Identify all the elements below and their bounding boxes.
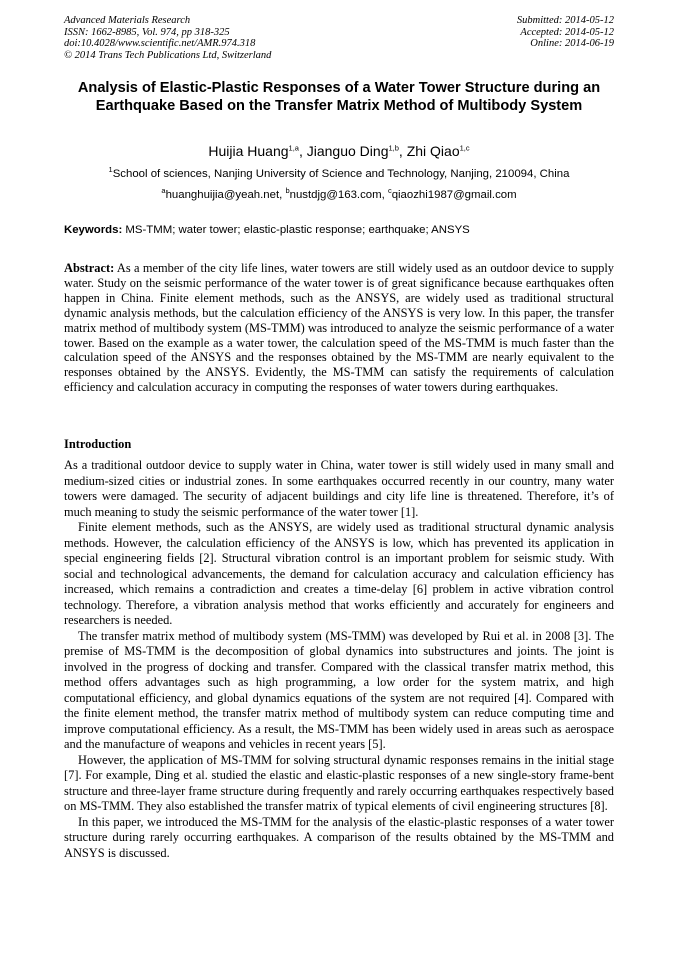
journal-header-right (517, 15, 614, 50)
author-affil-mark: 1,c (459, 143, 470, 153)
keywords-label: Keywords: (64, 224, 123, 236)
email-address[interactable]: huanghuijia@yeah.net, (165, 189, 286, 201)
paragraph: However, the application of MS-TMM for solving structural dynamic responses remains in the initial stage [7]. For example, Ding et al. studied the elastic and elastic-plastic responses of a new single-story frame-bent structure and three-layer frame structure during frequently and rarely occurring earthquakes respectively based on MS-TMM. They also established the transfer matrix of typical elements of civil engineering structures [8]. (64, 752, 614, 813)
paragraph: In this paper, we introduced the MS-TMM for the analysis of the elastic-plastic responses of a water tower structure during rarely occurring earthquakes. A comparison of the results obtained by the MS-TMM and ANSYS is discussed. (64, 814, 614, 860)
copyright-line: © 2014 Trans Tech Publications Ltd, Switzerland (64, 49, 272, 61)
author-emails (0, 188, 678, 202)
journal-name: Advanced Materials Research (64, 15, 191, 26)
email-mark: b (285, 186, 290, 196)
paragraph: As a traditional outdoor device to supply water in China, water tower is still widely used in many small and medium-sized cities or industrial zones. In some earthquakes occurred recently in our country, many water towers were damaged. The security of adjacent buildings and city life line is threatened. Therefore, it’s of much meaning to study the seismic performance of the water tower [1]. (64, 458, 614, 519)
author-separator: , (398, 143, 407, 159)
submitted-date: Submitted: 2014-05-12 (516, 15, 614, 26)
introduction-body (64, 458, 614, 861)
author-name: Zhi Qiao (406, 143, 460, 159)
doi-line[interactable]: doi:10.4028/www.scientific.net/AMR.974.318 (64, 38, 256, 50)
keywords (64, 223, 614, 237)
email-address[interactable]: qiaozhi1987@gmail.com (391, 189, 517, 201)
paragraph: The transfer matrix method of multibody system (MS-TMM) was developed by Rui et al. in 2008 [3]. The premise of MS-TMM is the decomposition of global dynamics into substructures and joints. The joint is involved in the progress of docking and transfer. Compared with the classical transfer matrix method, this method offers advantages such as high programming, a low order for the system matrix, and high computational efficiency, and global dynamics equations of the system are not required [4]. Compared with the finite element method, the transfer matrix method of multibody system can reduce computing time and improve computational efficiency. As a result, the MS-TMM has been widely used in areas such as aerospace and the manufacture of weapons and vehicles in recent years [5]. (64, 628, 614, 751)
email-mark: c (387, 186, 392, 196)
email-address[interactable]: nustdjg@163.com, (289, 189, 388, 201)
section-heading-introduction: Introduction (64, 437, 132, 451)
journal-header-left (64, 15, 271, 61)
email-mark: a (161, 186, 166, 196)
paper-title: Analysis of Elastic-Plastic Responses of a Water Tower Structure during an Earthquake Based on the Transfer Matrix Method of Multibody System (77, 80, 601, 115)
author-separator: , (298, 143, 307, 159)
abstract-label: Abstract: (64, 261, 115, 275)
accepted-date: Accepted: 2014-05-12 (520, 26, 614, 38)
author-name: Huijia Huang (208, 143, 289, 159)
author-list (0, 142, 678, 160)
online-date: Online: 2014-06-19 (530, 38, 614, 50)
keywords-text: MS-TMM; water tower; elastic-plastic response; earthquake; ANSYS (122, 224, 470, 236)
abstract-text: As a member of the city life lines, water towers are still widely used as an outdoor device to supply water. Study on the seismic performance of the water tower is of great significance because earthquakes often happen in China. Finite element methods, such as the ANSYS, are widely used as traditional structural dynamic analysis methods, but the calculation efficiency of the ANSYS is very low. In this paper, the transfer matrix method of multibody system (MS-TMM) was introduced to analyze the seismic performance of a water tower. Based on the example as a water tower, the calculation speed of the MS-TMM is much faster than the calculation speed of the ANSYS and the responses obtained by the MS-TMM are nearly equivalent to the responses obtained by the ANSYS. Evidently, the MS-TMM can satisfy the requirements of calculation efficiency and calculation accuracy in computing the responses of water towers during earthquakes. (64, 261, 614, 395)
paragraph: Finite element methods, such as the ANSYS, are widely used as traditional structural dynamic analysis methods. However, the calculation efficiency of the ANSYS is low, which has prevented its application in special engineering fields [2]. Structural vibration control is an important problem for seismic study. With social and technological advancements, the demand for calculation accuracy and calculation efficiency has increased, which remains a contradiction and creates a time-delay [6] problem in active vibration control technology. Therefore, a vibration analysis method that works efficiently and accurately for engineers and researchers is needed. (64, 520, 614, 627)
affiliation-mark: 1 (108, 165, 113, 175)
affiliation (0, 167, 678, 181)
abstract (64, 261, 614, 395)
author-affil-mark: 1,a (288, 143, 299, 153)
author-name: Jianguo Ding (306, 143, 389, 159)
issn-line: ISSN: 1662-8985, Vol. 974, pp 318-325 (64, 26, 230, 38)
author-affil-mark: 1,b (388, 143, 399, 153)
affiliation-text: School of sciences, Nanjing University of Science and Technology, Nanjing, 210094, China (112, 168, 570, 180)
